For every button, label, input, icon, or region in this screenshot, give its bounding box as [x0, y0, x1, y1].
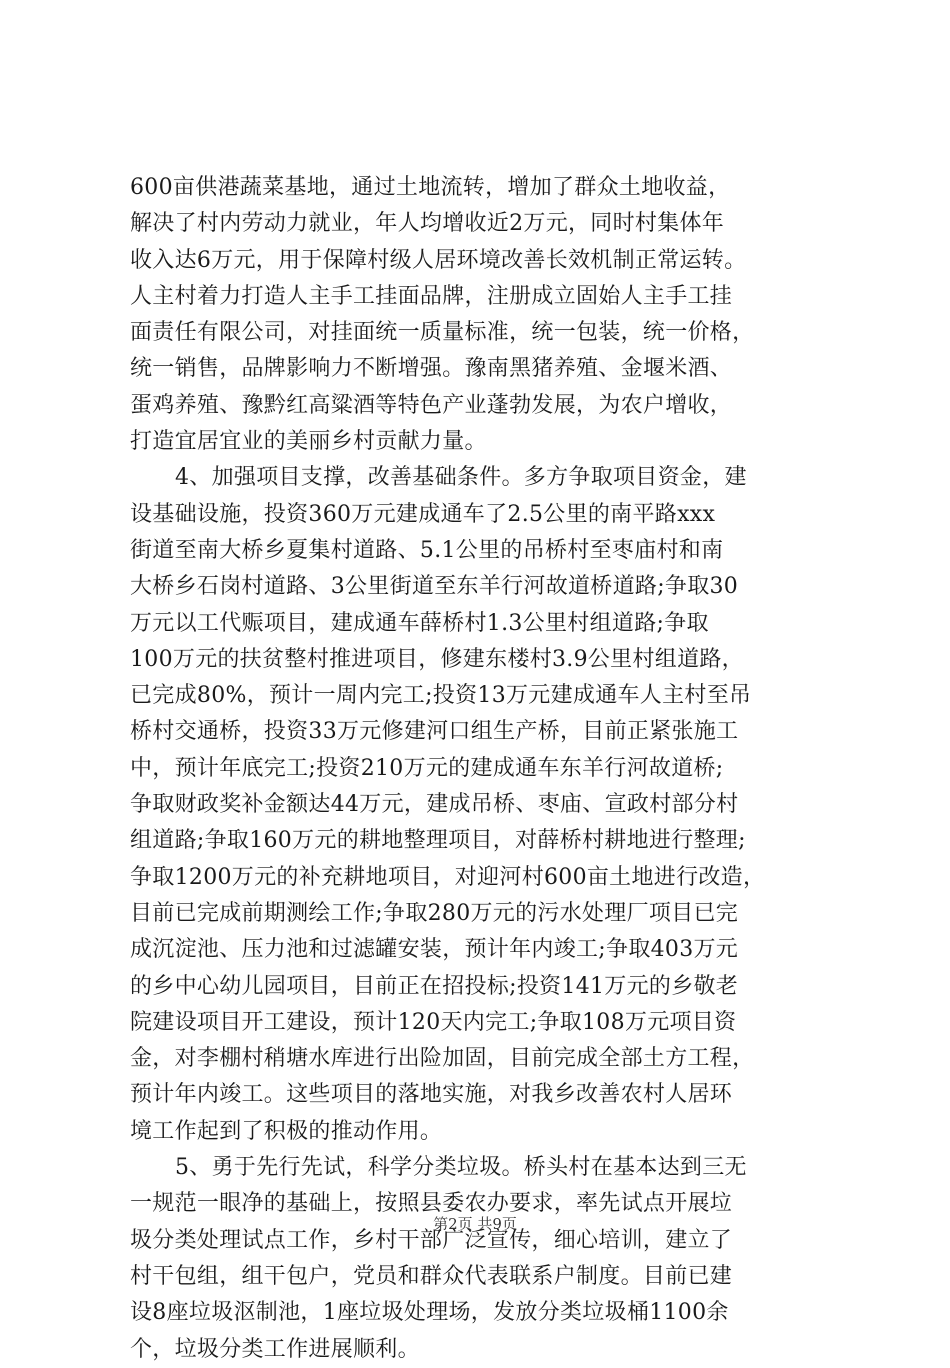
text-line: 圾分类处理试点工作，乡村干部广泛宣传，细心培训，建立了 [130, 1227, 733, 1253]
text-line: 目前已完成前期测绘工作;争取280万元的污水处理厂项目已完 [130, 900, 739, 926]
text-line: 院建设项目开工建设，预计120天内完工;争取108万元项目资 [130, 1009, 737, 1035]
text-line: 设8座垃圾沤制池，1座垃圾处理场，发放分类垃圾桶1100余 [130, 1300, 729, 1326]
text-line: 预计年内竣工。这些项目的落地实施，对我乡改善农村人居环 [130, 1082, 733, 1108]
text-line: 组道路;争取160万元的耕地整理项目，对薛桥村耕地进行整理; [130, 828, 746, 854]
text-line: 解决了村内劳动力就业，年人均增收近2万元，同时村集体年 [130, 211, 725, 237]
paragraph [130, 170, 830, 460]
text-line: 设基础设施，投资360万元建成通车了2.5公里的南平路xxx [130, 501, 716, 527]
text-line: 桥村交通桥，投资33万元修建河口组生产桥，目前正紧张施工 [130, 719, 739, 745]
paragraph [130, 1150, 830, 1368]
text-line: 打造宜居宜业的美丽乡村贡献力量。 [130, 429, 487, 455]
text-line: 600亩供港蔬菜基地，通过土地流转，增加了群众土地收益， [130, 175, 731, 200]
text-line: 个，垃圾分类工作进展顺利。 [130, 1336, 420, 1362]
text-line: 面责任有限公司，对挂面统一质量标准，统一包装，统一价格， [130, 320, 755, 346]
text-line: 村干包组，组干包户，党员和群众代表联系户制度。目前已建 [130, 1263, 733, 1289]
text-line: 争取1200万元的补充耕地项目，对迎河村600亩土地进行改造， [130, 864, 766, 890]
text-line: 成沉淀池、压力池和过滤罐安装，预计年内竣工;争取403万元 [130, 937, 739, 963]
document-body [130, 170, 830, 1368]
text-line: 一规范一眼净的基础上，按照县委农办要求，率先试点开展垃 [130, 1191, 733, 1217]
paragraph [130, 460, 830, 1150]
text-line: 争取财政奖补金额达44万元，建成吊桥、枣庙、宣政村部分村 [130, 792, 739, 818]
text-line: 万元以工代赈项目，建成通车薛桥村1.3公里村组道路;争取 [130, 610, 709, 636]
text-line: 境工作起到了积极的推动作用。 [130, 1118, 443, 1144]
text-line: 4、加强项目支撑，改善基础条件。多方争取项目资金，建 [175, 465, 747, 491]
text-line: 100万元的扶贫整村推进项目，修建东楼村3.9公里村组道路， [130, 646, 744, 672]
text-line: 统一销售，品牌影响力不断增强。豫南黑猪养殖、金堰米酒、 [130, 356, 733, 382]
text-line: 5、勇于先行先试，科学分类垃圾。桥头村在基本达到三无 [175, 1155, 747, 1181]
text-line: 的乡中心幼儿园项目，目前正在招投标;投资141万元的乡敬老 [130, 973, 739, 999]
text-line: 金，对李棚村稍塘水库进行出险加固，目前完成全部土方工程， [130, 1046, 755, 1072]
text-line: 蛋鸡养殖、豫黔红高粱酒等特色产业蓬勃发展，为农户增收， [130, 392, 733, 418]
text-line: 大桥乡石岗村道路、3公里街道至东羊行河故道桥道路;争取30 [130, 574, 739, 600]
page-number-footer: 第2页 共9页 [433, 1215, 517, 1233]
text-line: 已完成80%，预计一周内完工;投资13万元建成通车人主村至吊 [130, 683, 752, 709]
text-line: 收入达6万元，用于保障村级人居环境改善长效机制正常运转。 [130, 247, 747, 273]
text-line: 街道至南大桥乡夏集村道路、5.1公里的吊桥村至枣庙村和南 [130, 537, 724, 563]
text-line: 人主村着力打造人主手工挂面品牌，注册成立固始人主手工挂 [130, 283, 733, 309]
text-line: 中，预计年底完工;投资210万元的建成通车东羊行河故道桥; [130, 755, 724, 781]
